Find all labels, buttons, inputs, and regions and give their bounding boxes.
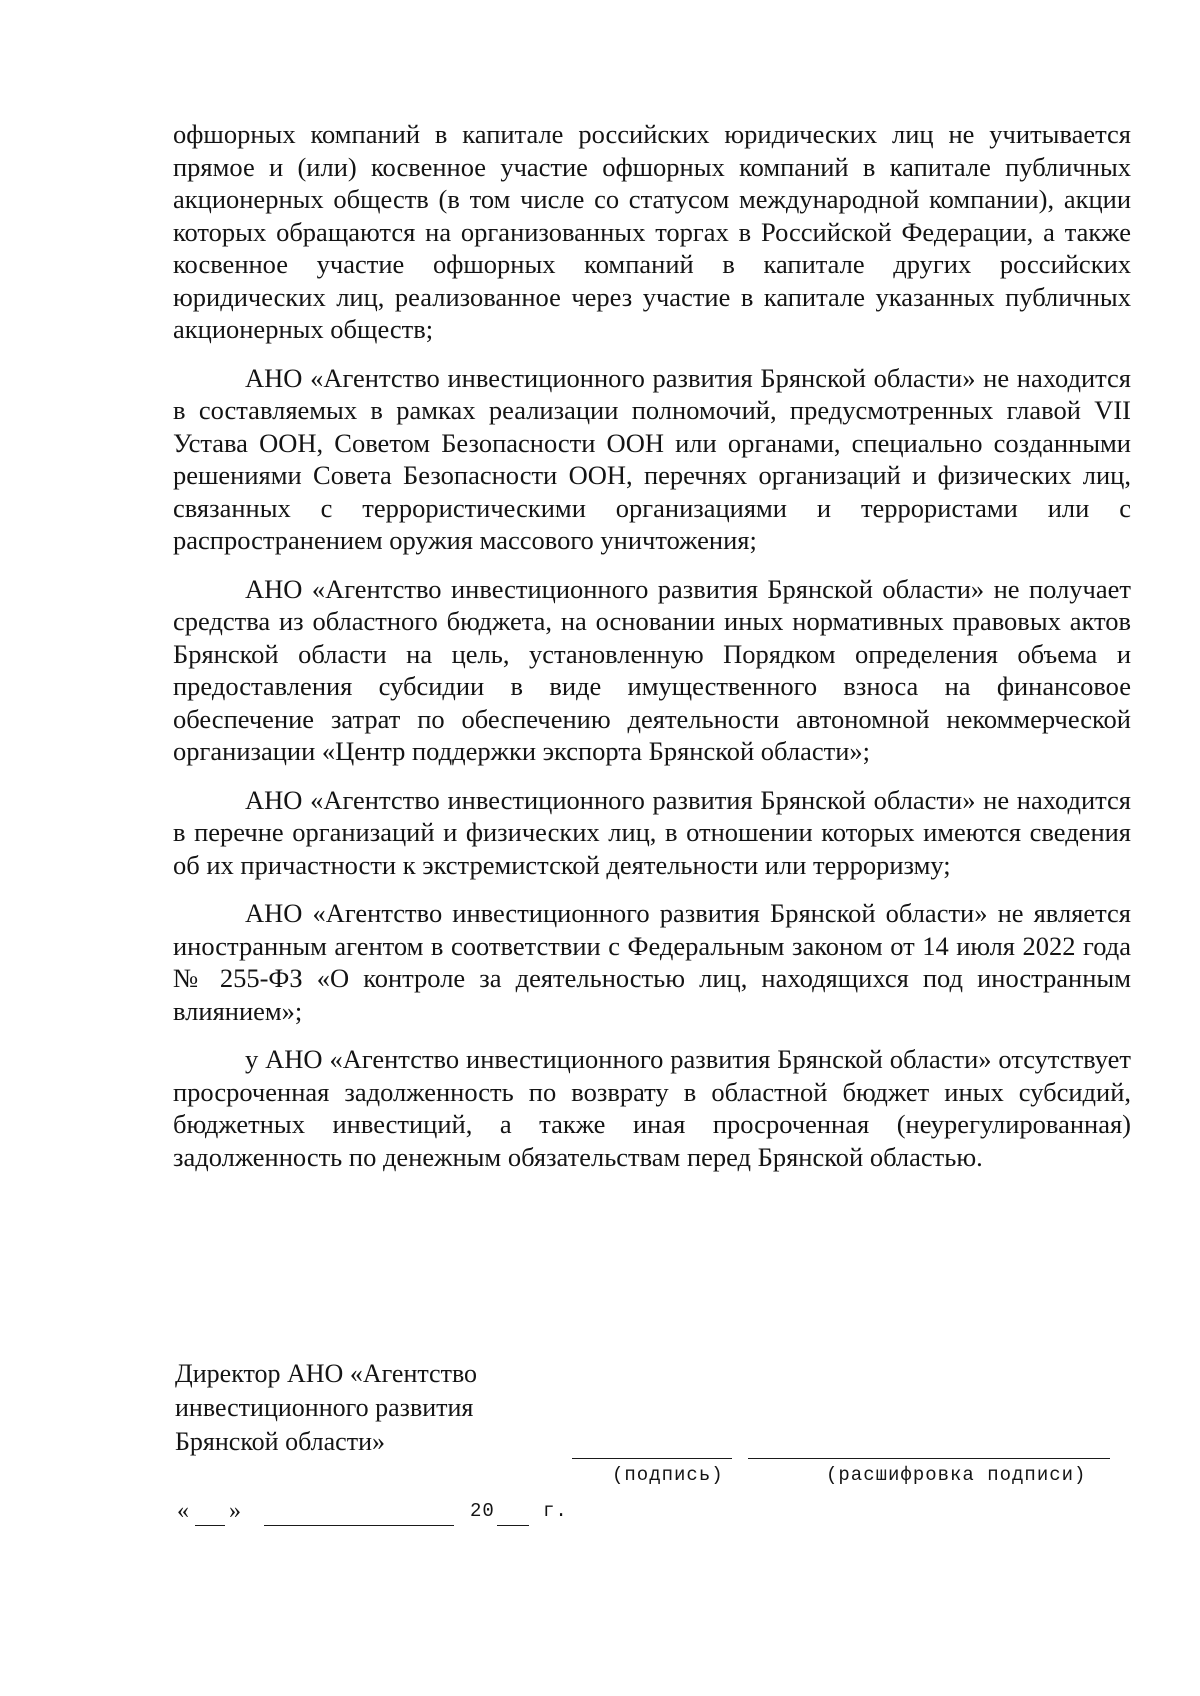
signature-decoding-line xyxy=(748,1458,1110,1459)
signatory-title xyxy=(175,1357,477,1459)
signatory-title-line: Брянской области» xyxy=(175,1427,385,1456)
date-year-blank xyxy=(497,1525,529,1526)
signature-line xyxy=(572,1458,732,1459)
signatory-title-line: инвестиционного развития xyxy=(175,1393,474,1422)
date-month-blank xyxy=(264,1525,454,1526)
paragraph-budget-funds: АНО «Агентство инвестиционного развития Брянской области» не получает средства из областного бюджета, на основании иных нормативных правовых актов Брянской области на цель, установленную Порядком определения объема и предоставления субсидии в виде имущественного взноса на финансовое обеспечение затрат по обеспечению деятельности автономной некоммерческой организации «Центр поддержки экспорта Брянской области»; xyxy=(173,573,1131,766)
signatory-title-line: Директор АНО «Агентство xyxy=(175,1359,478,1388)
paragraph-offshore-continuation: офшорных компаний в капитале российских юридических лиц не учитывается прямое и (или) косвенное участие офшорных компаний в капитале публичных акционерных обществ (в том числе со статусом международной компании), акции которых обращаются на организованных торгах в Российской Федерации, а также косвенное участие офшорных компаний в капитале других российских юридических лиц, реализованное через участие в капитале указанных публичных акционерных обществ; xyxy=(173,119,1131,344)
paragraph-overdue-debt: у АНО «Агентство инвестиционного развития Брянской области» отсутствует просроченная задолженность по возврату в областной бюджет иных субсидий, бюджетных инвестиций, а также иная просроченная (неурегулированная) задолженность по денежным обязательствам перед Брянской областью. xyxy=(173,1044,1131,1172)
date-close-quote: » xyxy=(229,1498,241,1524)
date-open-quote: « xyxy=(177,1498,189,1524)
paragraph-foreign-agent: АНО «Агентство инвестиционного развития Брянской области» не является иностранным агентом в соответствии с Федеральным законом от 14 июля 2022 года № 255-ФЗ «О контроле за деятельностью лиц, находящихся под иностранным влиянием»; xyxy=(173,898,1131,1026)
date-year-prefix: 20 xyxy=(470,1500,495,1522)
date-day-blank xyxy=(195,1525,225,1526)
document-body xyxy=(173,118,1131,1189)
paragraph-extremism-list: АНО «Агентство инвестиционного развития Брянской области» не находится в перечне организаций и физических лиц, в отношении которых имеются сведения об их причастности к экстремистской деятельности или терроризму; xyxy=(173,784,1131,880)
date-year-suffix: г. xyxy=(543,1500,568,1522)
paragraph-un-sanctions: АНО «Агентство инвестиционного развития Брянской области» не находится в составляемых в рамках реализации полномочий, предусмотренных главой VII Устава ООН, Советом Безопасности ООН или органами, специально созданными решениями Совета Безопасности ООН, перечнях организаций и физических лиц, связанных с террористическими организациями и террористами или с распространением оружия массового уничтожения; xyxy=(173,362,1131,555)
signature-caption: (подпись) xyxy=(612,1464,724,1486)
signature-decoding-caption: (расшифровка подписи) xyxy=(826,1464,1087,1486)
date-row xyxy=(175,1498,595,1528)
